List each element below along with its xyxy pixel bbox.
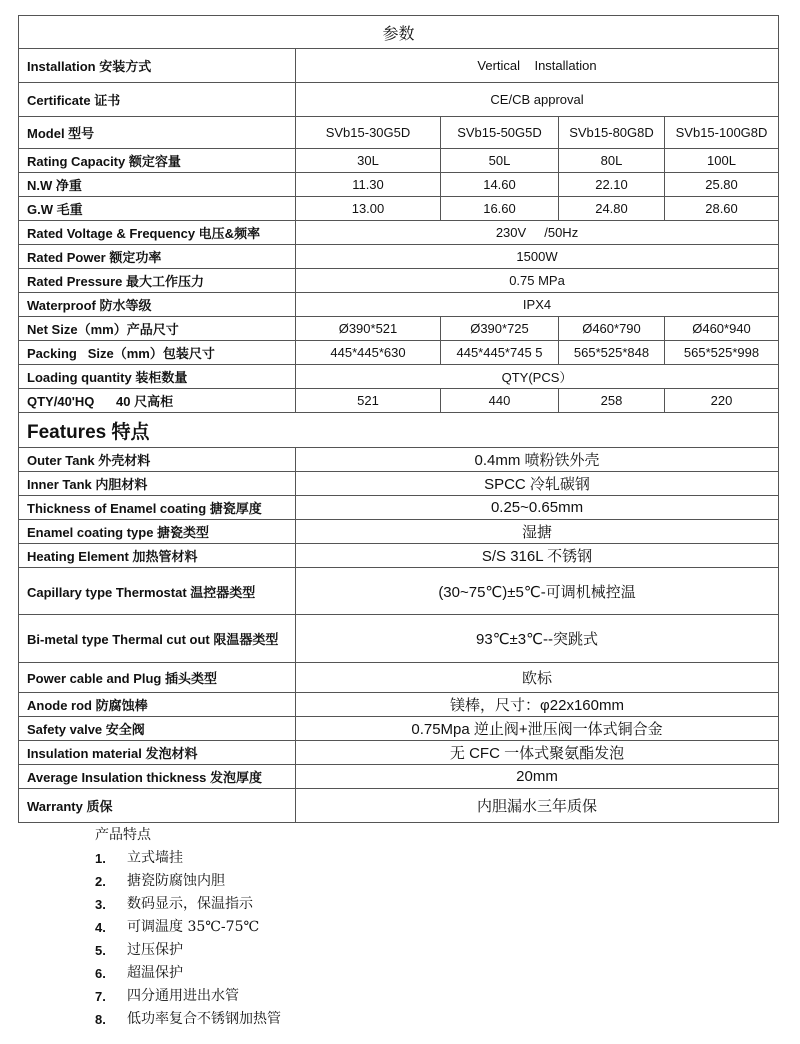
feature-label: Safety valve 安全阀 [19,717,296,741]
table-row [19,269,779,293]
feature-value: (30~75℃)±5℃-可调机械控温 [296,568,779,615]
row-label: Rated Voltage & Frequency 电压&频率 [19,221,296,245]
list-item [95,916,281,939]
cell: 50L [441,149,559,173]
feature-label: Heating Element 加热管材料 [19,544,296,568]
list-item [95,1008,281,1031]
table-row [19,83,779,117]
row-label: Net Size（mm）产品尺寸 [19,317,296,341]
table-row [19,245,779,269]
list-item [95,847,281,870]
feature-label: Bi-metal type Thermal cut out 限温器类型 [19,615,296,663]
table-row [19,197,779,221]
cell: 22.10 [559,173,665,197]
list-text: 低功率复合不锈钢加热管 [127,1011,281,1027]
feature-value: 欧标 [296,663,779,693]
feature-value: 93℃±3℃--突跳式 [296,615,779,663]
list-text: 数码显示，保温指示 [127,896,253,912]
list-number: 5. [95,943,106,958]
row-value: CE/CB approval [296,83,779,117]
list-text: 超温保护 [127,965,183,981]
feature-value: 内胆漏水三年质保 [296,789,779,823]
cell: 258 [559,389,665,413]
row-value: Vertical Installation [296,49,779,83]
row-value: 1500W [296,245,779,269]
cell: 440 [441,389,559,413]
table-row [19,149,779,173]
cell: 16.60 [441,197,559,221]
feature-row [19,496,779,520]
feature-row [19,663,779,693]
feature-row [19,789,779,823]
cell: 445*445*745 5 [441,341,559,365]
list-text: 四分通用进出水管 [127,988,239,1004]
feature-row [19,520,779,544]
table-title: 参数 [19,16,779,49]
row-value: QTY(PCS） [296,365,779,389]
table-row [19,293,779,317]
feature-value: SPCC 冷轧碳钢 [296,472,779,496]
list-number: 8. [95,1012,106,1027]
list-text: 可调温度 35℃-75℃ [127,919,260,935]
feature-row [19,765,779,789]
feature-row [19,615,779,663]
feature-row [19,693,779,717]
cell: 30L [296,149,441,173]
cell: 13.00 [296,197,441,221]
list-number: 2. [95,874,106,889]
cell: 445*445*630 [296,341,441,365]
feature-value: 0.25~0.65mm [296,496,779,520]
cell: 11.30 [296,173,441,197]
spec-table [18,15,779,823]
model-cell: SVb15-100G8D [665,117,779,149]
list-text: 过压保护 [127,942,183,958]
table-row [19,365,779,389]
feature-value: 湿搪 [296,520,779,544]
feature-row [19,741,779,765]
cell: Ø460*790 [559,317,665,341]
notes-title: 产品特点 [95,827,151,843]
cell: 14.60 [441,173,559,197]
feature-row [19,717,779,741]
model-cell: SVb15-30G5D [296,117,441,149]
feature-value: 0.4mm 喷粉铁外壳 [296,448,779,472]
feature-row [19,544,779,568]
table-row [19,317,779,341]
row-label: Rated Power 额定功率 [19,245,296,269]
feature-label: Thickness of Enamel coating 搪瓷厚度 [19,496,296,520]
list-item [95,893,281,916]
list-item [95,985,281,1008]
cell: 565*525*998 [665,341,779,365]
list-number: 4. [95,920,106,935]
cell: 521 [296,389,441,413]
cell: Ø460*940 [665,317,779,341]
table-row [19,221,779,245]
row-value: IPX4 [296,293,779,317]
feature-row [19,472,779,496]
row-label: N.W 净重 [19,173,296,197]
model-cell: SVb15-50G5D [441,117,559,149]
feature-row [19,568,779,615]
product-notes [95,824,281,1031]
feature-label: Average Insulation thickness 发泡厚度 [19,765,296,789]
list-number: 1. [95,851,106,866]
table-row [19,49,779,83]
table-row [19,117,779,149]
row-label: Waterproof 防水等级 [19,293,296,317]
feature-value: S/S 316L 不锈钢 [296,544,779,568]
list-number: 3. [95,897,106,912]
feature-row [19,448,779,472]
feature-label: Inner Tank 内胆材料 [19,472,296,496]
feature-value: 20mm [296,765,779,789]
feature-label: Insulation material 发泡材料 [19,741,296,765]
cell: 28.60 [665,197,779,221]
list-item [95,870,281,893]
features-heading-row [19,413,779,448]
table-title-row [19,16,779,49]
feature-value: 0.75Mpa 逆止阀+泄压阀一体式铜合金 [296,717,779,741]
model-cell: SVb15-80G8D [559,117,665,149]
list-number: 7. [95,989,106,1004]
row-label: Loading quantity 装柜数量 [19,365,296,389]
cell: Ø390*521 [296,317,441,341]
row-label: Packing Size（mm）包装尺寸 [19,341,296,365]
list-item [95,939,281,962]
list-text: 搪瓷防腐蚀内胆 [127,873,225,889]
list-text: 立式墙挂 [127,850,183,866]
row-label: Model 型号 [19,117,296,149]
table-row [19,389,779,413]
feature-label: Warranty 质保 [19,789,296,823]
row-value: 0.75 MPa [296,269,779,293]
feature-value: 无 CFC 一体式聚氨酯发泡 [296,741,779,765]
table-row [19,173,779,197]
list-number: 6. [95,966,106,981]
cell: 565*525*848 [559,341,665,365]
row-label: Installation 安装方式 [19,49,296,83]
feature-label: Anode rod 防腐蚀棒 [19,693,296,717]
table-row [19,341,779,365]
cell: 25.80 [665,173,779,197]
notes-list [95,847,281,1031]
cell: Ø390*725 [441,317,559,341]
row-label: Certificate 证书 [19,83,296,117]
cell: 220 [665,389,779,413]
feature-label: Outer Tank 外壳材料 [19,448,296,472]
feature-value: 镁棒，尺寸：φ22x160mm [296,693,779,717]
row-label: Rating Capacity 额定容量 [19,149,296,173]
features-heading: Features 特点 [19,413,779,448]
cell: 80L [559,149,665,173]
feature-label: Enamel coating type 搪瓷类型 [19,520,296,544]
cell: 24.80 [559,197,665,221]
feature-label: Capillary type Thermostat 温控器类型 [19,568,296,615]
feature-label: Power cable and Plug 插头类型 [19,663,296,693]
row-value: 230V /50Hz [296,221,779,245]
row-label: G.W 毛重 [19,197,296,221]
row-label: QTY/40'HQ 40 尺高柜 [19,389,296,413]
row-label: Rated Pressure 最大工作压力 [19,269,296,293]
cell: 100L [665,149,779,173]
list-item [95,962,281,985]
